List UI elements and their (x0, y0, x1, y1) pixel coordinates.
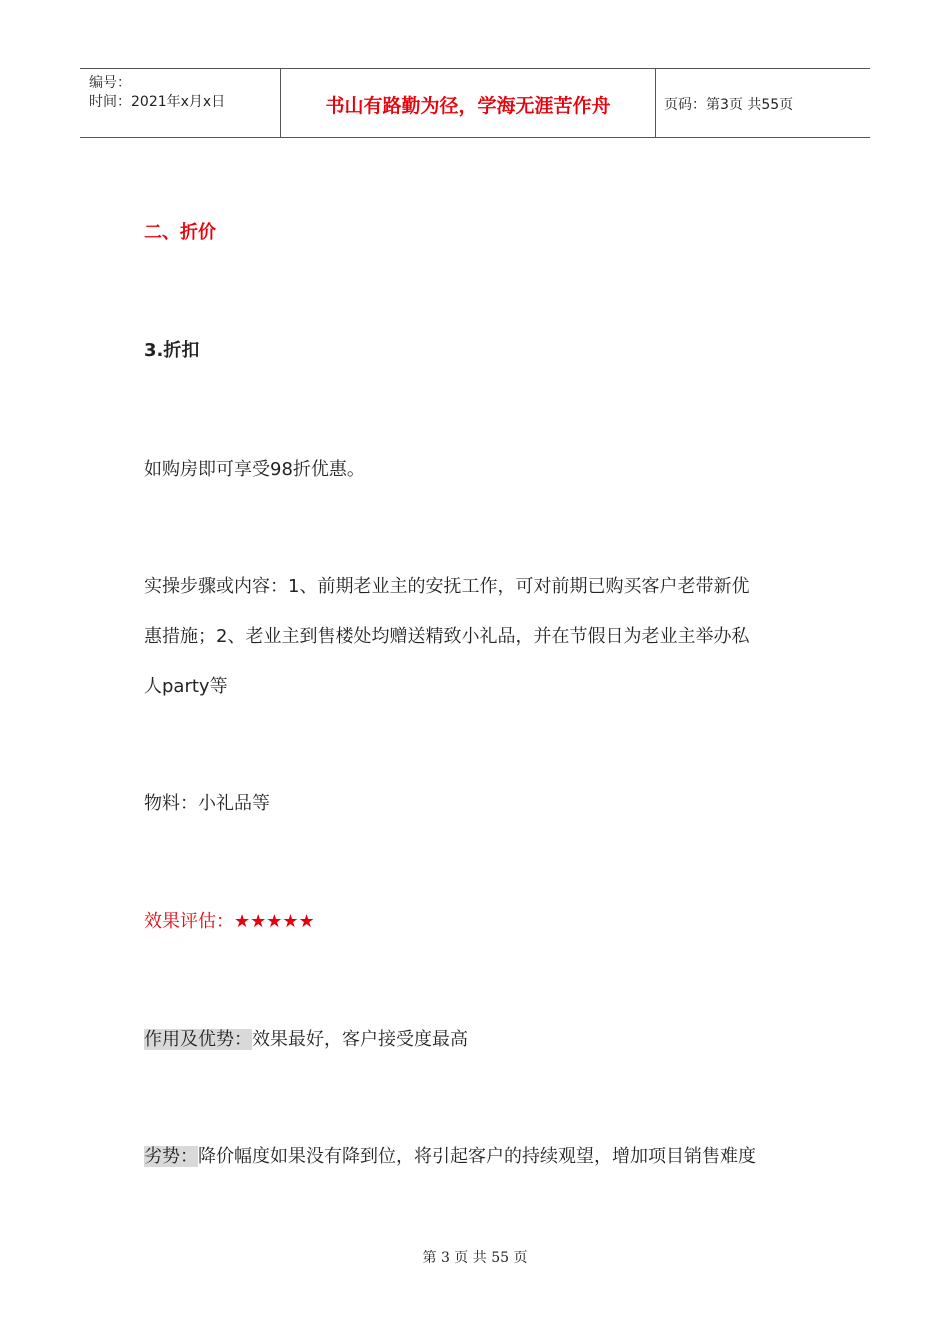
steps-line-3: 人party等 (144, 676, 228, 697)
evaluation-label: 效果评估： (144, 911, 234, 932)
document-header (80, 68, 870, 138)
header-motto: 书山有路勤为径，学海无涯苦作舟 (325, 95, 611, 117)
advantage-text: 效果最好，客户接受度最高 (252, 1029, 468, 1050)
section-title: 二、折价 (144, 222, 216, 243)
evaluation-line (144, 907, 315, 933)
intro-paragraph: 如购房即可享受98折优惠。 (144, 459, 365, 480)
disadvantage-line (144, 1142, 756, 1168)
advantage-line (144, 1025, 468, 1051)
subsection-title: 3.折扣 (144, 340, 200, 361)
steps-line-2: 惠措施；2、老业主到售楼处均赠送精致小礼品，并在节假日为老业主举办私 (144, 626, 750, 647)
header-left-cell (80, 69, 280, 137)
header-right-cell (655, 69, 870, 137)
number-label: 编号： (89, 75, 131, 91)
disadvantage-label: 劣势： (144, 1146, 198, 1167)
time-label: 时间：2021年x月x日 (89, 94, 226, 110)
disadvantage-text: 降价幅度如果没有降到位，将引起客户的持续观望，增加项目销售难度 (198, 1146, 756, 1167)
star-rating: ★★★★★ (234, 911, 315, 932)
materials-paragraph: 物料：小礼品等 (144, 793, 270, 814)
advantage-label: 作用及优势： (144, 1029, 252, 1050)
page-footer: 第 3 页 共 55 页 (422, 1250, 528, 1266)
steps-line-1: 实操步骤或内容：1、前期老业主的安抚工作，可对前期已购买客户老带新优 (144, 576, 750, 597)
header-page-info: 页码：第3页 共55页 (664, 97, 794, 113)
header-middle-cell (280, 69, 656, 137)
